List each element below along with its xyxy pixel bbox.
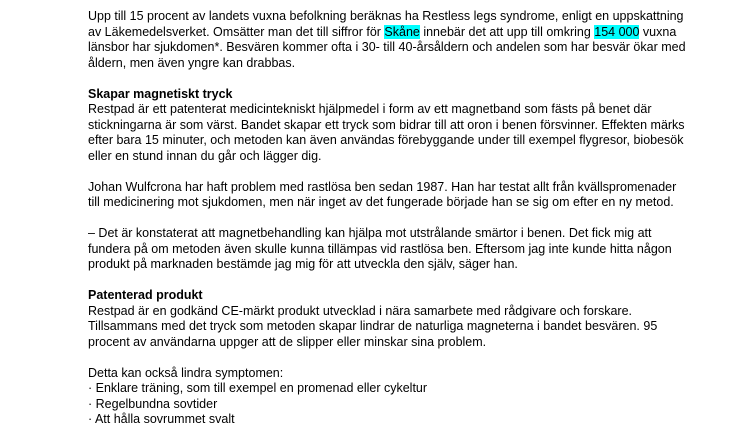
johan-paragraph: Johan Wulfcrona har haft problem med rastlösa ben sedan 1987. Han har testat allt från kvällspromenader till medicinering mot sjukdomen, men när inget av det fungerade började han se sig om efter en ny metod. xyxy=(88,179,677,209)
highlight-skane: Skåne xyxy=(384,24,420,39)
highlight-count: 154 000 xyxy=(594,24,640,39)
symptoms-list xyxy=(88,381,688,428)
document-page xyxy=(88,9,688,428)
section-heading: Patenterad produkt xyxy=(88,288,203,302)
section-patented-product xyxy=(88,288,688,350)
section-body: Restpad är ett patenterat medicintekniskt hjälpmedel i form av ett magnetband som fästs på benet där stickningarna är som värst. Bandet skapar ett tryck som bidrar till att oron i benen försvinner. Effekten märks efter bara 15 minuter, och metoden kan även användas förebyggande under till exempel flygresor, biobesök eller en stund innan du går och lägger dig. xyxy=(88,102,685,163)
symptoms-lead: Detta kan också lindra symptomen: xyxy=(88,365,284,380)
list-item: · Regelbundna sovtider xyxy=(88,396,218,411)
section-body: Restpad är en godkänd CE-märkt produkt utvecklad i nära samarbete med rådgivare och forskare. Tillsammans med det tryck som metoden skapar lindrar de naturliga magneterna i bandet besvären. 95 procent av användarna uppger att de slipper eller minskar sina problem. xyxy=(88,303,658,349)
list-item: · Att hålla sovrummet svalt xyxy=(88,412,235,426)
intro-text-part3: vuxna länsbor har sjukdomen*. Besvären kommer ofta i 30- till 40-årsåldern och andelen som har besvär ökar med åldern, men även yngre kan drabbas. xyxy=(88,24,686,70)
intro-text-part1: Upp till 15 procent av landets vuxna befolkning beräknas ha Restless legs syndrome, enligt en uppskattning av Läkemedelsverket. Omsätter man det till siffror för xyxy=(88,9,684,39)
list-item: · Enklare träning, som till exempel en promenad eller cykeltur xyxy=(88,381,428,395)
section-magnetic-pressure xyxy=(88,87,688,165)
quote-paragraph: – Det är konstaterat att magnetbehandling kan hjälpa mot utstrålande smärtor i benen. Det fick mig att fundera på om metoden även skulle kunna tillämpas vid rastlösa ben. Eftersom jag inte kunde hitta någon produkt på marknaden bestämde jag mig för att utveckla den själv, säger han. xyxy=(88,226,672,271)
intro-text-part2: innebär det att upp till omkring xyxy=(419,24,595,39)
section-heading: Skapar magnetiskt tryck xyxy=(88,86,233,101)
intro-paragraph xyxy=(88,9,688,71)
symptoms-list-block xyxy=(88,366,688,428)
